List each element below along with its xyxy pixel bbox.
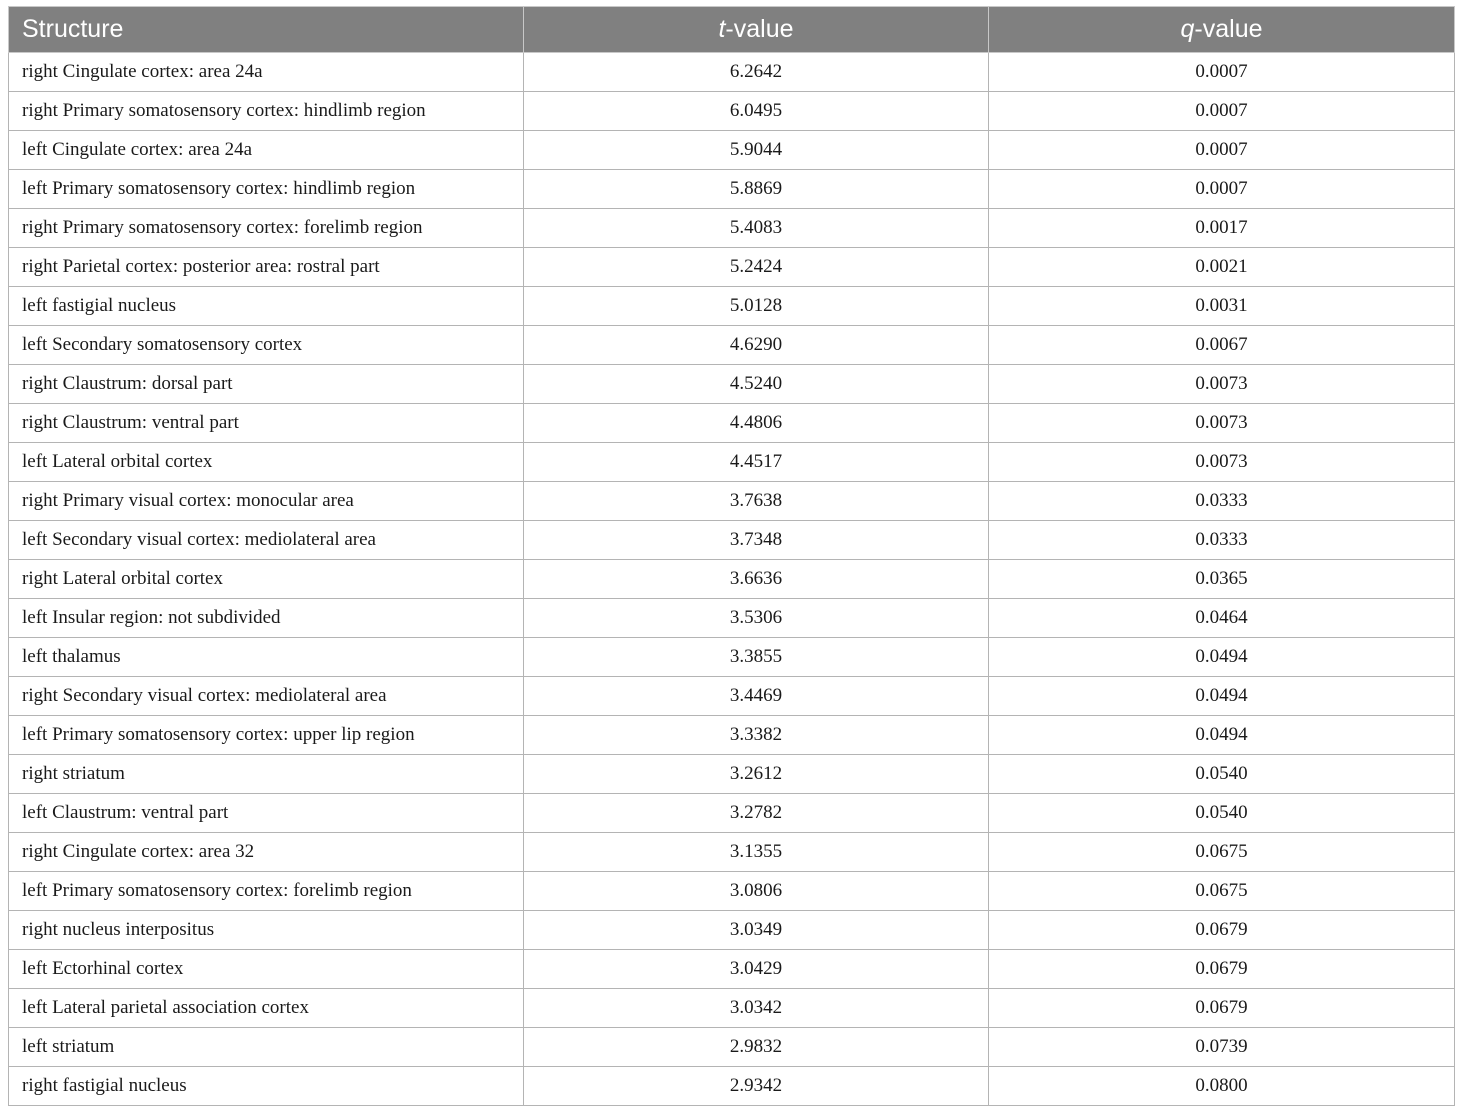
structure-cell: left Claustrum: ventral part [9, 794, 524, 833]
t-value-cell: 3.0806 [524, 872, 989, 911]
structure-cell: left thalamus [9, 638, 524, 677]
t-value-cell: 3.7638 [524, 482, 989, 521]
structure-cell: left Cingulate cortex: area 24a [9, 131, 524, 170]
q-value-cell: 0.0073 [989, 365, 1455, 404]
table-row [9, 989, 1455, 1028]
t-value-cell: 3.3382 [524, 716, 989, 755]
t-value-cell: 4.5240 [524, 365, 989, 404]
t-value-cell: 3.1355 [524, 833, 989, 872]
structure-cell: left Lateral orbital cortex [9, 443, 524, 482]
table-row [9, 482, 1455, 521]
q-value-cell: 0.0007 [989, 131, 1455, 170]
q-value-cell: 0.0017 [989, 209, 1455, 248]
t-value-cell: 3.2782 [524, 794, 989, 833]
table-row [9, 170, 1455, 209]
q-value-cell: 0.0073 [989, 443, 1455, 482]
q-value-cell: 0.0679 [989, 950, 1455, 989]
q-value-cell: 0.0679 [989, 911, 1455, 950]
structure-cell: right Parietal cortex: posterior area: rostral part [9, 248, 524, 287]
q-value-cell: 0.0540 [989, 755, 1455, 794]
t-value-cell: 4.4517 [524, 443, 989, 482]
table-row [9, 872, 1455, 911]
q-value-cell: 0.0800 [989, 1067, 1455, 1106]
table-row [9, 560, 1455, 599]
structure-cell: right Claustrum: ventral part [9, 404, 524, 443]
table-row [9, 404, 1455, 443]
q-value-column-header [989, 7, 1455, 53]
structure-column-header: Structure [9, 7, 524, 53]
results-table-container [8, 6, 1454, 1106]
structure-cell: right Secondary visual cortex: mediolateral area [9, 677, 524, 716]
q-value-cell: 0.0675 [989, 833, 1455, 872]
t-value-cell: 6.0495 [524, 92, 989, 131]
t-value-cell: 4.6290 [524, 326, 989, 365]
q-value-cell: 0.0464 [989, 599, 1455, 638]
t-suffix: -value [725, 15, 794, 43]
q-value-cell: 0.0007 [989, 170, 1455, 209]
table-row [9, 365, 1455, 404]
t-value-cell: 4.4806 [524, 404, 989, 443]
table-row [9, 911, 1455, 950]
q-value-cell: 0.0007 [989, 92, 1455, 131]
q-value-cell: 0.0679 [989, 989, 1455, 1028]
t-value-cell: 3.0429 [524, 950, 989, 989]
t-value-column-header [524, 7, 989, 53]
q-value-cell: 0.0540 [989, 794, 1455, 833]
q-value-cell: 0.0067 [989, 326, 1455, 365]
q-value-cell: 0.0739 [989, 1028, 1455, 1067]
t-value-cell: 5.4083 [524, 209, 989, 248]
structure-cell: left Lateral parietal association cortex [9, 989, 524, 1028]
structure-cell: left Secondary visual cortex: mediolateral area [9, 521, 524, 560]
structure-cell: right Primary somatosensory cortex: hindlimb region [9, 92, 524, 131]
table-row [9, 638, 1455, 677]
t-value-cell: 3.3855 [524, 638, 989, 677]
table-row [9, 521, 1455, 560]
q-value-cell: 0.0333 [989, 521, 1455, 560]
table-row [9, 326, 1455, 365]
t-variable: t [718, 15, 726, 43]
t-value-cell: 6.2642 [524, 53, 989, 92]
q-suffix: -value [1194, 15, 1263, 43]
structure-cell: left Insular region: not subdivided [9, 599, 524, 638]
t-value-cell: 3.6636 [524, 560, 989, 599]
table-row [9, 1067, 1455, 1106]
structure-cell: right striatum [9, 755, 524, 794]
table-row [9, 53, 1455, 92]
t-value-cell: 5.2424 [524, 248, 989, 287]
structure-cell: left Primary somatosensory cortex: upper lip region [9, 716, 524, 755]
structure-cell: left Secondary somatosensory cortex [9, 326, 524, 365]
structure-cell: right Primary somatosensory cortex: forelimb region [9, 209, 524, 248]
t-value-cell: 2.9342 [524, 1067, 989, 1106]
q-value-cell: 0.0007 [989, 53, 1455, 92]
structure-cell: right Primary visual cortex: monocular area [9, 482, 524, 521]
table-row [9, 833, 1455, 872]
table-row [9, 677, 1455, 716]
table-row [9, 1028, 1455, 1067]
q-value-cell: 0.0031 [989, 287, 1455, 326]
structure-cell: right Lateral orbital cortex [9, 560, 524, 599]
table-row [9, 716, 1455, 755]
table-row [9, 950, 1455, 989]
table-row [9, 443, 1455, 482]
t-value-cell: 3.7348 [524, 521, 989, 560]
table-body [9, 53, 1455, 1106]
t-value-cell: 2.9832 [524, 1028, 989, 1067]
t-value-cell: 3.0342 [524, 989, 989, 1028]
t-value-cell: 5.9044 [524, 131, 989, 170]
q-value-cell: 0.0494 [989, 638, 1455, 677]
t-value-cell: 3.5306 [524, 599, 989, 638]
structure-cell: left striatum [9, 1028, 524, 1067]
structure-cell: left Primary somatosensory cortex: hindlimb region [9, 170, 524, 209]
structure-cell: right Cingulate cortex: area 24a [9, 53, 524, 92]
t-value-cell: 5.8869 [524, 170, 989, 209]
table-row [9, 287, 1455, 326]
t-value-cell: 5.0128 [524, 287, 989, 326]
table-row [9, 131, 1455, 170]
q-value-cell: 0.0494 [989, 677, 1455, 716]
q-value-cell: 0.0021 [989, 248, 1455, 287]
t-value-cell: 3.0349 [524, 911, 989, 950]
structure-cell: right fastigial nucleus [9, 1067, 524, 1106]
structure-cell: left Ectorhinal cortex [9, 950, 524, 989]
q-variable: q [1180, 15, 1195, 43]
results-table [8, 6, 1455, 1106]
table-row [9, 755, 1455, 794]
t-value-cell: 3.4469 [524, 677, 989, 716]
q-value-cell: 0.0073 [989, 404, 1455, 443]
q-value-cell: 0.0675 [989, 872, 1455, 911]
structure-cell: right Cingulate cortex: area 32 [9, 833, 524, 872]
structure-cell: right nucleus interpositus [9, 911, 524, 950]
header-row [9, 7, 1455, 53]
table-row [9, 209, 1455, 248]
structure-cell: left Primary somatosensory cortex: forelimb region [9, 872, 524, 911]
table-row [9, 599, 1455, 638]
q-value-cell: 0.0365 [989, 560, 1455, 599]
table-header [9, 7, 1455, 53]
structure-cell: left fastigial nucleus [9, 287, 524, 326]
q-value-cell: 0.0333 [989, 482, 1455, 521]
table-row [9, 248, 1455, 287]
t-value-cell: 3.2612 [524, 755, 989, 794]
table-row [9, 794, 1455, 833]
table-row [9, 92, 1455, 131]
structure-cell: right Claustrum: dorsal part [9, 365, 524, 404]
q-value-cell: 0.0494 [989, 716, 1455, 755]
